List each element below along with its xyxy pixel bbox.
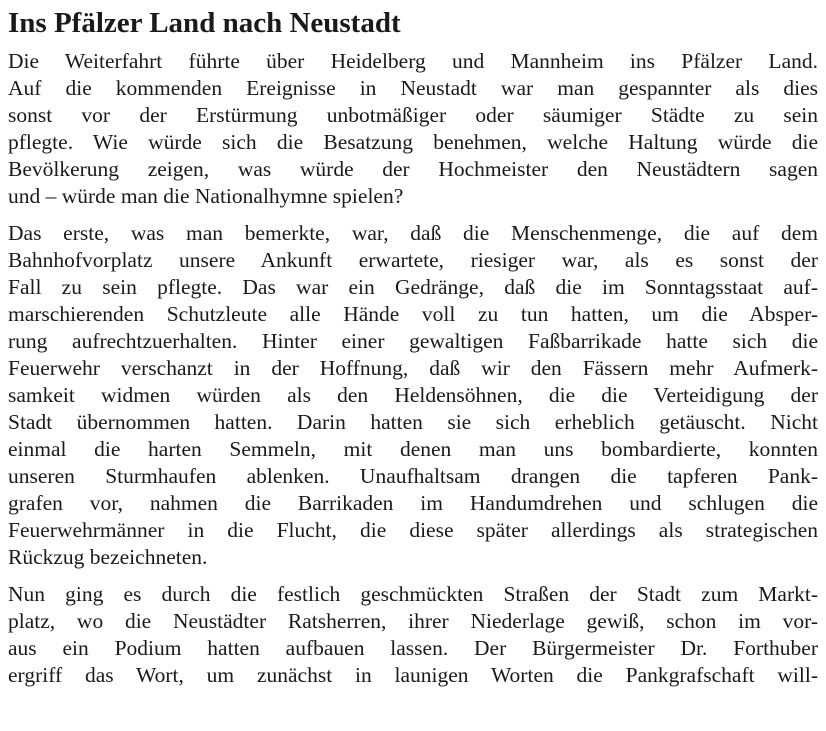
paragraph-2 <box>8 220 818 571</box>
text-line: ergriff das Wort, um zunächst in launigen Worten die Pankgrafschaft will- <box>8 663 818 687</box>
text-line: Bevölkerung zeigen, was würde der Hochmeister den Neustädtern sagen <box>8 157 818 181</box>
section-heading: Ins Pfälzer Land nach Neustadt <box>8 7 401 39</box>
text-line: unseren Sturmhaufen ablenken. Unaufhaltsam drangen die tapferen Pank- <box>8 464 818 488</box>
text-line: Feuerwehr verschanzt in der Hoffnung, daß wir den Fässern mehr Aufmerk- <box>8 356 818 380</box>
text-line: Rückzug bezeichneten. <box>8 545 208 569</box>
text-line: Feuerwehrmänner in die Flucht, die diese später allerdings als strategischen <box>8 518 818 542</box>
text-line: Stadt übernommen hatten. Darin hatten sie sich erheblich getäuscht. Nicht <box>8 410 818 434</box>
document-page <box>8 4 818 699</box>
paragraph-3 <box>8 581 818 689</box>
text-line: grafen vor, nahmen die Barrikaden im Handumdrehen und schlugen die <box>8 491 818 515</box>
text-line: Auf die kommenden Ereignisse in Neustadt war man gespannter als dies <box>8 76 818 100</box>
text-line: samkeit widmen würden als den Heldensöhnen, die die Verteidigung der <box>8 383 818 407</box>
text-line: und – würde man die Nationalhymne spielen? <box>8 184 404 208</box>
text-line: rung aufrechtzuerhalten. Hinter einer gewaltigen Faßbarrikade hatte sich die <box>8 329 818 353</box>
text-line: aus ein Podium hatten aufbauen lassen. Der Bürgermeister Dr. Forthuber <box>8 636 818 660</box>
text-line: pflegte. Wie würde sich die Besatzung benehmen, welche Haltung würde die <box>8 130 818 154</box>
text-line: Das erste, was man bemerkte, war, daß die Menschenmenge, die auf dem <box>8 221 818 245</box>
text-line: platz, wo die Neustädter Ratsherren, ihrer Niederlage gewiß, schon im vor- <box>8 609 818 633</box>
text-line: einmal die harten Semmeln, mit denen man uns bombardierte, konnten <box>8 437 818 461</box>
text-line: Nun ging es durch die festlich geschmückten Straßen der Stadt zum Markt- <box>8 582 818 606</box>
text-line: Die Weiterfahrt führte über Heidelberg und Mannheim ins Pfälzer Land. <box>8 49 818 73</box>
text-line: Bahnhofvorplatz unsere Ankunft erwartete, riesiger war, als es sonst der <box>8 248 818 272</box>
paragraph-1 <box>8 48 818 210</box>
text-line: marschierenden Schutzleute alle Hände voll zu tun hatten, um die Absper- <box>8 302 818 326</box>
text-line: Fall zu sein pflegte. Das war ein Gedränge, daß die im Sonntagsstaat auf- <box>8 275 818 299</box>
text-line: sonst vor der Erstürmung unbotmäßiger oder säumiger Städte zu sein <box>8 103 818 127</box>
